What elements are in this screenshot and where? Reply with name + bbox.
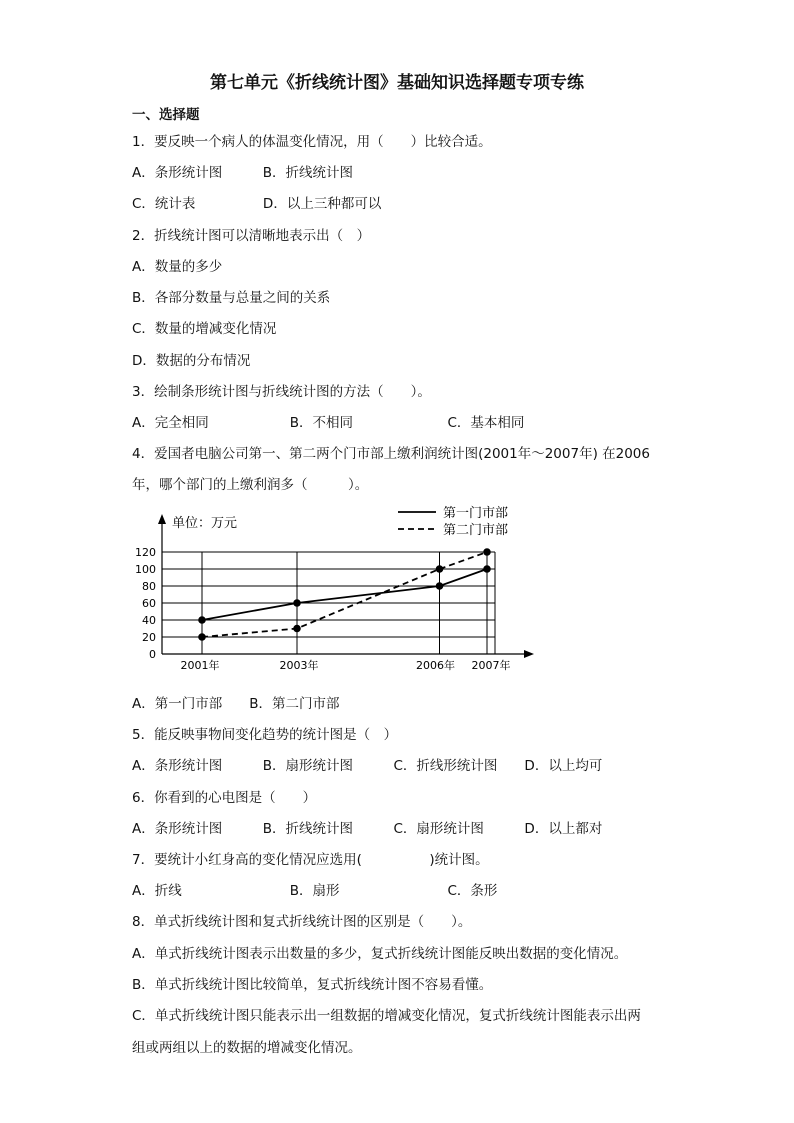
text-line-4: 2．折线统计图可以清晰地表示出（ ）: [132, 228, 371, 244]
text-line-12: 年，哪个部门的上缴利润多（ ）。: [132, 477, 369, 493]
data-point: [436, 565, 444, 573]
y-tick-label: 0: [149, 648, 156, 661]
data-point: [293, 625, 301, 633]
chart-series: [198, 548, 491, 641]
section-heading: 一、选择题: [132, 107, 200, 123]
text-line-2: A．条形统计图 B．折线统计图: [132, 165, 353, 181]
text-line-9: 3．绘制条形统计图与折线统计图的方法（ ）。: [132, 384, 431, 400]
legend-label-2: 第二门市部: [443, 523, 509, 538]
text-line-1: 1．要反映一个病人的体温变化情况，用（ ）比较合适。: [132, 134, 492, 150]
y-tick-label: 80: [142, 580, 156, 593]
text-line-20: 8．单式折线统计图和复式折线统计图的区别是（ ）。: [132, 914, 472, 930]
series-line-2: [202, 552, 487, 637]
data-point: [293, 599, 301, 607]
profit-line-chart: [130, 500, 550, 680]
x-tick-label: 2003年: [279, 659, 319, 672]
text-line-24: 组或两组以上的数据的增减变化情况。: [132, 1040, 362, 1056]
text-line-8: D．数据的分布情况: [132, 353, 251, 369]
y-tick-label: 100: [135, 563, 156, 576]
legend-label-1: 第一门市部: [443, 506, 509, 521]
x-tick-label: 2006年: [416, 659, 455, 672]
text-line-7: C．数量的增减变化情况: [132, 321, 277, 337]
text-line-19: A．折线 B．扇形 C．条形: [132, 883, 498, 899]
y-axis-label: 单位：万元: [172, 516, 238, 531]
data-point: [483, 565, 491, 573]
y-tick-label: 60: [142, 597, 156, 610]
text-line-3: C．统计表 D．以上三种都可以: [132, 196, 382, 212]
chart-legend: [398, 506, 508, 538]
y-tick-label: 120: [135, 546, 156, 559]
text-line-14: 5．能反映事物间变化趋势的统计图是（ ）: [132, 727, 398, 743]
text-line-23: C．单式折线统计图只能表示出一组数据的增减变化情况，复式折线统计图能表示出两: [132, 1008, 641, 1024]
data-point: [483, 548, 491, 556]
y-tick-label: 40: [142, 614, 156, 627]
x-tick-label: 2001年: [180, 659, 220, 672]
text-line-16: 6．你看到的心电图是（ ）: [132, 790, 317, 806]
text-line-11: 4．爱国者电脑公司第一、第二两个门市部上缴利润统计图(2001年～2007年) 在2006: [132, 446, 650, 462]
text-line-6: B．各部分数量与总量之间的关系: [132, 290, 331, 306]
data-point: [436, 582, 444, 590]
text-line-15: A．条形统计图 B．扇形统计图 C．折线形统计图 D．以上均可: [132, 758, 603, 774]
series-line-1: [202, 569, 487, 620]
text-line-5: A．数量的多少: [132, 259, 223, 275]
x-axis-arrow: [524, 650, 534, 658]
y-axis-arrow: [158, 514, 166, 524]
text-line-21: A．单式折线统计图表示出数量的多少，复式折线统计图能反映出数据的变化情况。: [132, 946, 628, 962]
data-point: [198, 633, 206, 641]
page-title: 第七单元《折线统计图》基础知识选择题专项专练: [210, 73, 584, 93]
text-line-22: B．单式折线统计图比较简单，复式折线统计图不容易看懂。: [132, 977, 493, 993]
y-tick-label: 20: [142, 631, 156, 644]
text-line-17: A．条形统计图 B．折线统计图 C．扇形统计图 D．以上都对: [132, 821, 603, 837]
chart-labels: [135, 516, 511, 672]
x-tick-label: 2007年: [471, 659, 511, 672]
text-line-13: A．第一门市部 B．第二门市部: [132, 696, 340, 712]
text-line-18: 7．要统计小红身高的变化情况应选用( )统计图。: [132, 852, 489, 868]
data-point: [198, 616, 206, 624]
text-line-10: A．完全相同 B．不相同 C．基本相同: [132, 415, 525, 431]
